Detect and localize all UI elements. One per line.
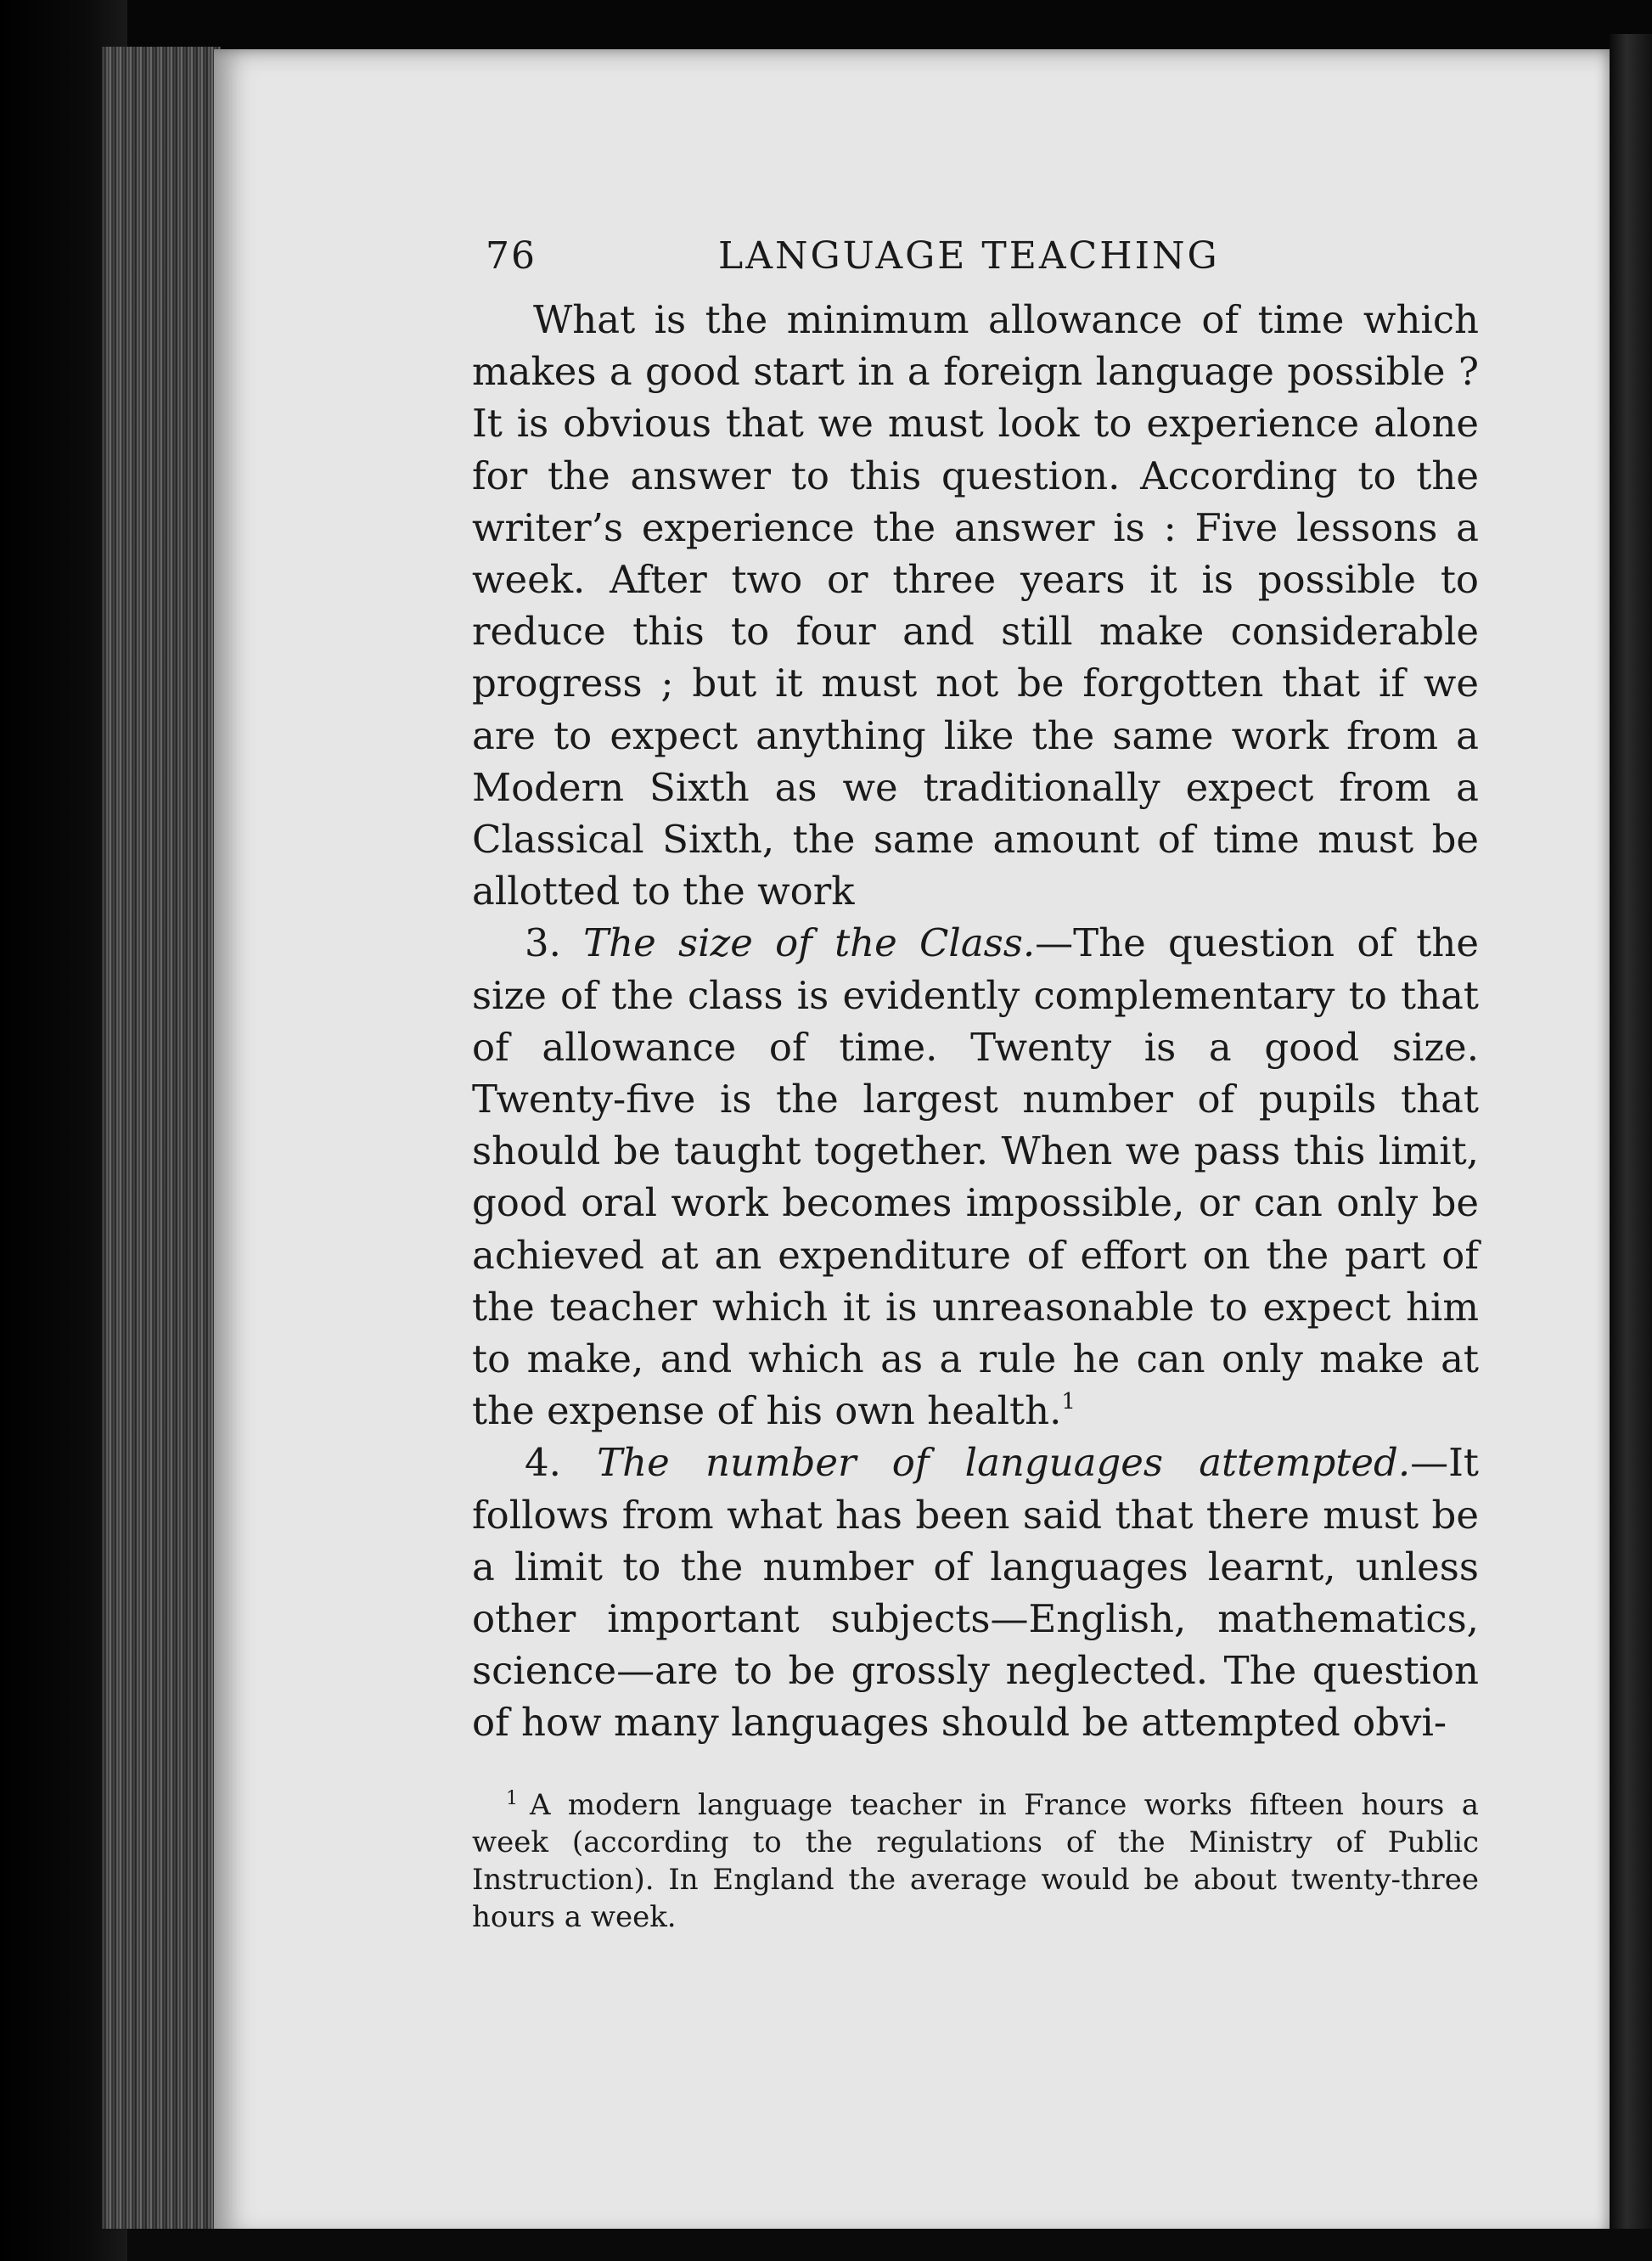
page-content <box>472 234 1479 1936</box>
section-heading-number-of-languages: The number of languages attempted. <box>597 1440 1411 1486</box>
paragraph-size-of-class <box>472 917 1479 1437</box>
section-number: 3. <box>525 920 561 966</box>
body-text <box>472 294 1479 1749</box>
page-number: 76 <box>486 234 537 278</box>
section-text: —It follows from what has been said that there must be a limit to the number of languages learnt, unless other important subjects—English, mathematics, science—are to be grossly neglected. The question of how many languages should be attempted obvi- <box>472 1440 1480 1746</box>
bottom-page-edge <box>127 2229 1652 2261</box>
footnote <box>472 1786 1479 1936</box>
section-number: 4. <box>525 1440 561 1486</box>
section-text: —The question of the size of the class is evidently complementary to that of allowance of time. Twenty is a good size. Twenty-five is the largest number of pupils that should be taught together. When we pass this limit, good oral work becomes impossible, or can only be achieved at an expenditure of effort on the part of the teacher which it is unreasonable to expect him to make, and which as a rule he can only make at the expense of his own health. <box>472 920 1479 1434</box>
section-heading-size-of-class: The size of the Class. <box>583 920 1036 966</box>
paragraph-allowance-of-time: What is the minimum allowance of time which makes a good start in a foreign language possible ? It is obvious that we must look to experience alone for the answer to this question. According to the writer’s experience the answer is : Five lessons a week. After two or three years it is possible to reduce this to four and still make considerable progress ; but it must not be forgotten that if we are to expect anything like the same work from a Modern Sixth as we traditionally expect from a Classical Sixth, the same amount of time must be allotted to the work <box>472 297 1479 914</box>
page-stack-edge <box>102 47 221 2229</box>
page-header <box>472 234 1479 294</box>
paragraph-number-of-languages <box>472 1437 1479 1748</box>
footnote-reference: 1 <box>1061 1389 1076 1415</box>
footnote-marker: 1 <box>506 1787 518 1809</box>
running-head: LANGUAGE TEACHING <box>718 234 1220 278</box>
footnote-text: A modern language teacher in France works fifteen hours a week (according to the regulations of the Ministry of Public Instruction). In England the average would be about twenty-three hours a week. <box>472 1787 1479 1934</box>
right-page-edge <box>1610 34 1652 2241</box>
